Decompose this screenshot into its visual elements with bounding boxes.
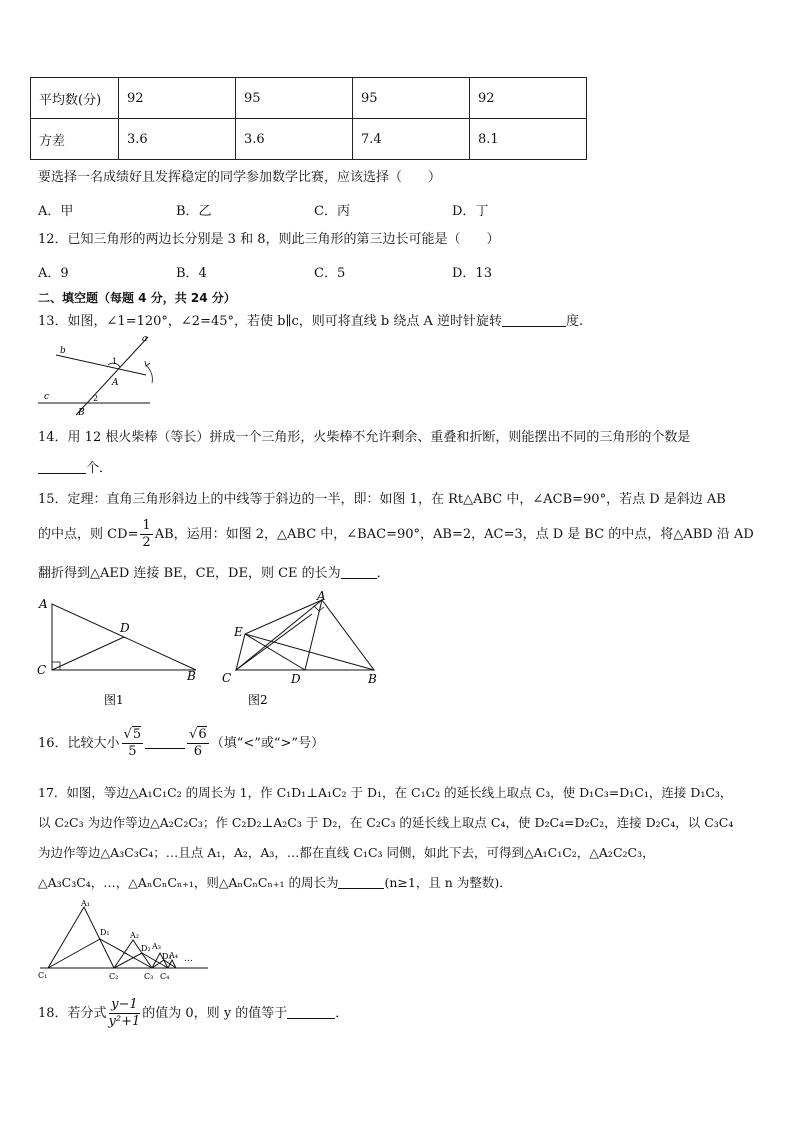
fig-label-A1: A₁ bbox=[81, 899, 90, 908]
fig-label-1: 1 bbox=[112, 357, 118, 366]
figure-caption: 图2 bbox=[248, 693, 268, 707]
fraction bbox=[140, 518, 152, 551]
table-cell: 95 bbox=[236, 78, 353, 119]
q15-text-end: ． bbox=[376, 566, 390, 581]
answer-blank[interactable] bbox=[502, 312, 566, 327]
q15-line3 bbox=[38, 564, 390, 584]
fraction-denominator: y²+1 bbox=[108, 1014, 141, 1029]
answer-blank[interactable] bbox=[145, 734, 185, 749]
q17-line3: 为边作等边△A₃C₃C₄；…且点 A₁，A₂，A₃，…都在直线 C₁C₃ 同侧，如此下去，可得到△A₁C₁C₂，△A₂C₂C₃， bbox=[38, 845, 655, 860]
fig-label-B: B bbox=[78, 408, 85, 418]
fig-label-D3: D₃ bbox=[162, 952, 172, 961]
q15-text: 翻折得到△AED 连接 BE，CE，DE，则 CE 的长为 bbox=[38, 566, 341, 581]
fraction bbox=[187, 727, 209, 760]
table-cell: 3.6 bbox=[119, 119, 236, 160]
fig-label-B: B bbox=[187, 669, 196, 683]
table-row bbox=[31, 78, 587, 119]
q12-option-c: C．5 bbox=[314, 266, 346, 281]
q13-text-end: 度. bbox=[566, 314, 584, 329]
fig-label-C3: C₃ bbox=[144, 972, 154, 981]
table-cell: 95 bbox=[353, 78, 470, 119]
radicand: 5 bbox=[132, 727, 142, 742]
table-cell: 92 bbox=[470, 78, 587, 119]
answer-blank[interactable] bbox=[341, 564, 377, 579]
q12-option-a: A．9 bbox=[38, 266, 69, 281]
fig-label-D: D bbox=[120, 621, 130, 635]
table-row bbox=[31, 119, 587, 160]
q15-figure-1 bbox=[34, 594, 204, 712]
fig-label-A2: A₂ bbox=[130, 931, 139, 940]
q11-option-a: A．甲 bbox=[38, 204, 74, 219]
q17-figure bbox=[34, 897, 214, 985]
q15-text: 的中点，则 CD= bbox=[38, 527, 139, 542]
table-cell: 方差 bbox=[31, 119, 119, 160]
answer-blank[interactable] bbox=[287, 1004, 335, 1019]
q17-text-end: (n≥1，且 n 为整数)． bbox=[384, 875, 512, 890]
q11-option-c: C．丙 bbox=[314, 204, 350, 219]
fig-label-a: a bbox=[142, 334, 148, 344]
table-cell: 8.1 bbox=[470, 119, 587, 160]
q18-prefix: 18．若分式 bbox=[38, 1006, 107, 1021]
q13-stem bbox=[38, 312, 583, 332]
q13-text: 13．如图，∠1=120°，∠2=45°，若使 b∥c，则可将直线 b 绕点 A 逆时针旋转 bbox=[38, 314, 502, 329]
fraction-denominator: 6 bbox=[193, 744, 203, 759]
fig-label-D1: D₁ bbox=[100, 928, 110, 937]
answer-blank[interactable] bbox=[338, 874, 384, 889]
q18-middle: 的值为 0，则 y 的值等于 bbox=[142, 1006, 288, 1021]
table-cell: 92 bbox=[119, 78, 236, 119]
q11-stem: 要选择一名成绩好且发挥稳定的同学参加数学比赛，应该选择（ ） bbox=[38, 170, 442, 185]
q17-line1: 17．如图，等边△A₁C₁C₂ 的周长为 1，作 C₁D₁⊥A₁C₂ 于 D₁，在 C₁C₂ 的延长线上取点 C₃，使 D₁C₃=D₁C₁，连接 D₁C₃， bbox=[38, 785, 733, 800]
fig-label-b: b bbox=[60, 346, 66, 356]
fraction-numerator: √5 bbox=[123, 727, 142, 742]
fig-label-C: C bbox=[37, 663, 47, 677]
figure-caption: 图1 bbox=[104, 693, 124, 707]
fig-label-A: A bbox=[39, 597, 48, 611]
fig-label-2: 2 bbox=[93, 394, 99, 403]
q14-line1: 14．用 12 根火柴棒（等长）拼成一个三角形，火柴棒不允许剩余、重叠和折断，则能摆出不同的三角形的个数是 bbox=[38, 430, 691, 445]
fraction-denominator: 2 bbox=[142, 535, 151, 550]
fig-label-A: A bbox=[112, 378, 119, 388]
table-cell: 平均数(分) bbox=[31, 78, 119, 119]
answer-blank[interactable] bbox=[38, 459, 86, 474]
fig-label-C4: C₄ bbox=[160, 972, 170, 981]
fig-label-D2: D₂ bbox=[141, 944, 151, 953]
fig-label-D: D bbox=[291, 672, 301, 686]
q18-line bbox=[38, 994, 348, 1034]
fig-label-E: E bbox=[234, 625, 243, 639]
q16-suffix: （填“<”或“>”号） bbox=[210, 736, 325, 751]
q16-prefix: 16．比较大小 bbox=[38, 736, 120, 751]
fig-label-C1: C₁ bbox=[38, 971, 48, 980]
score-table bbox=[30, 77, 587, 160]
q16-line bbox=[38, 724, 324, 764]
fraction-numerator: 1 bbox=[142, 518, 151, 533]
q13-figure bbox=[36, 333, 156, 418]
q17-line2: 以 C₂C₃ 为边作等边△A₂C₂C₃；作 C₂D₂⊥A₂C₃ 于 D₂，在 C₂C₃ 的延长线上取点 C₄，使 D₂C₄=D₂C₂，连接 D₂C₄，以 C₃C₄ bbox=[38, 815, 734, 830]
fig-label-dots: … bbox=[184, 954, 193, 964]
q17-text: △A₃C₃C₄，…，△AₙCₙCₙ₊₁，则△AₙCₙCₙ₊₁ 的周长为 bbox=[38, 875, 339, 890]
q17-line4 bbox=[38, 873, 512, 893]
q15-text: AB，运用：如图 2，△ABC 中，∠BAC=90°，AB=2，AC=3，点 D 是 BC 的中点，将△ABD 沿 AD bbox=[154, 527, 754, 542]
q12-option-d: D．13 bbox=[452, 266, 492, 281]
fraction bbox=[109, 997, 141, 1030]
fig-label-C2: C₂ bbox=[109, 972, 119, 981]
fraction bbox=[122, 727, 144, 760]
q15-figure-2 bbox=[218, 588, 388, 712]
q14-line2 bbox=[38, 459, 112, 479]
fig-label-B: B bbox=[368, 672, 377, 686]
fig-label-c: c bbox=[44, 392, 50, 402]
table-cell: 3.6 bbox=[236, 119, 353, 160]
fig-label-A4: A₄ bbox=[169, 951, 178, 960]
q18-suffix: ． bbox=[335, 1006, 349, 1021]
fraction-denominator: 5 bbox=[128, 744, 137, 759]
q12-stem: 12．已知三角形的两边长分别是 3 和 8，则此三角形的第三边长可能是（ ） bbox=[38, 232, 500, 247]
fraction-numerator: √6 bbox=[189, 727, 207, 742]
q11-option-b: B．乙 bbox=[176, 204, 212, 219]
fig-label-A: A bbox=[317, 589, 326, 603]
q12-option-b: B．4 bbox=[176, 266, 207, 281]
radicand: 6 bbox=[198, 727, 207, 742]
fraction-numerator: y−1 bbox=[109, 997, 141, 1014]
section-title: 二、填空题（每题 4 分，共 24 分） bbox=[38, 291, 236, 305]
fig-label-A3: A₃ bbox=[152, 942, 161, 951]
q14-text-end: 个． bbox=[86, 461, 113, 476]
q11-option-d: D．丁 bbox=[452, 204, 489, 219]
q15-line2 bbox=[38, 518, 754, 552]
fig-label-C: C bbox=[222, 671, 232, 685]
table-cell: 7.4 bbox=[353, 119, 470, 160]
q15-line1: 15．定理：直角三角形斜边上的中线等于斜边的一半，即：如图 1，在 Rt△ABC 中，∠ACB=90°，若点 D 是斜边 AB bbox=[38, 492, 726, 507]
